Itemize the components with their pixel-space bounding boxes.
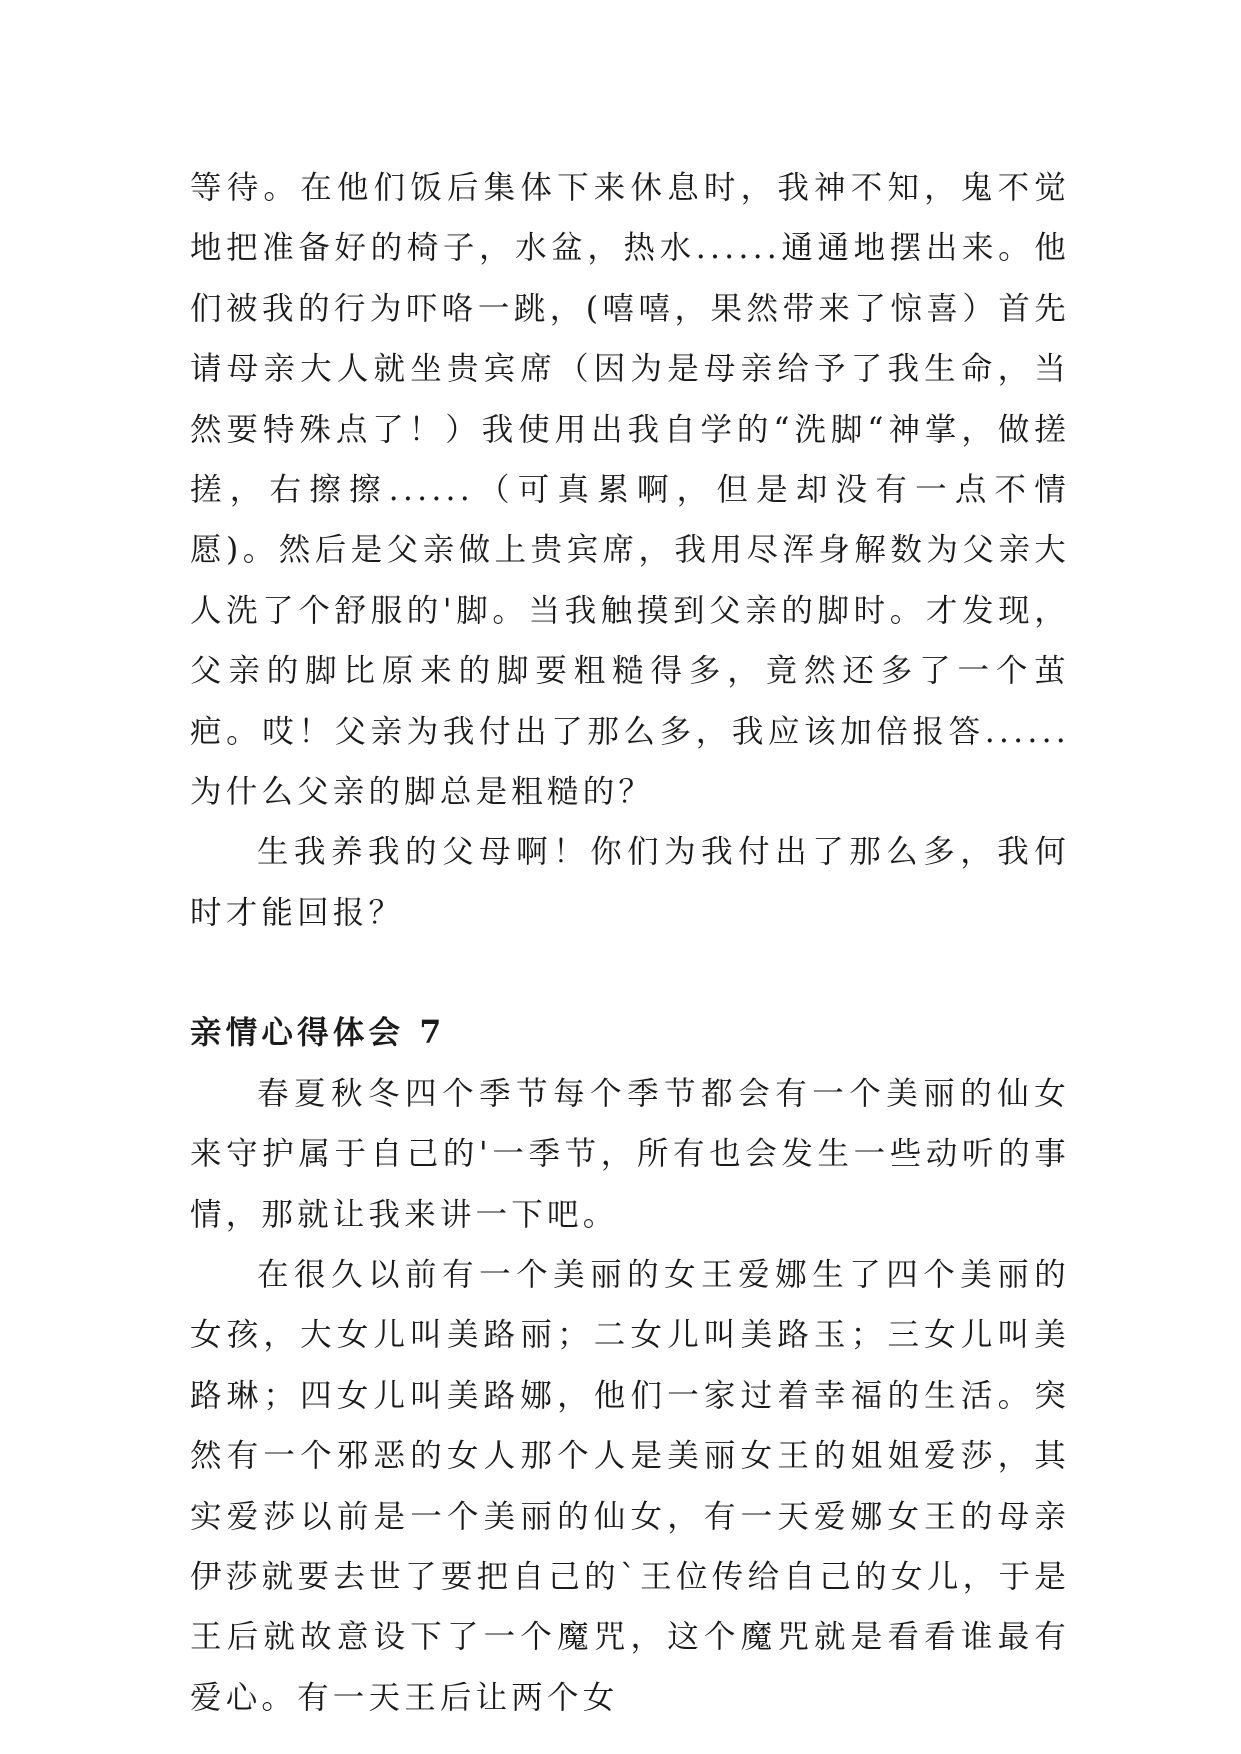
section-title: 亲情心得体会 7: [190, 1014, 446, 1052]
body-paragraph: 生我养我的父母啊！你们为我付出了那么多，我何时才能回报？: [190, 834, 1070, 931]
section-spacer: [190, 943, 1070, 1003]
document-page: [190, 158, 1070, 1728]
body-paragraph: 在很久以前有一个美丽的女王爱娜生了四个美丽的女孩，大女儿叫美路丽；二女儿叫美路玉；三女儿叫美路琳；四女儿叫美路娜，他们一家过着幸福的生活。突然有一个邪恶的女人那个人是美丽女王的姐姐爱莎，其实爱莎以前是一个美丽的仙女，有一天爱娜女王的母亲伊莎就要去世了要把自己的`王位传给自己的女儿，于是王后就故意设下了一个魔咒，这个魔咒就是看看谁最有爱心。有一天王后让两个女: [190, 1256, 1070, 1716]
body-paragraph: 春夏秋冬四个季节每个季节都会有一个美丽的仙女来守护属于自己的'一季节，所有也会发生一些动听的事情，那就让我来讲一下吧。: [190, 1075, 1070, 1233]
body-paragraph: 等待。在他们饭后集体下来休息时，我神不知，鬼不觉地把准备好的椅子，水盆，热水......通通地摆出来。他们被我的行为吓咯一跳，(嘻嘻，果然带来了惊喜）首先请母亲大人就坐贵宾席（因为是母亲给予了我生命，当然要特殊点了！）我使用出我自学的“洗脚“神掌，做搓搓，右擦擦......（可真累啊，但是却没有一点不情愿)。然后是父亲做上贵宾席，我用尽浑身解数为父亲大人洗了个舒服的'脚。当我触摸到父亲的脚时。才发现，父亲的脚比原来的脚要粗糙得多，竟然还多了一个茧疤。哎！父亲为我付出了那么多，我应该加倍报答......为什么父亲的脚总是粗糙的？: [190, 170, 1070, 811]
